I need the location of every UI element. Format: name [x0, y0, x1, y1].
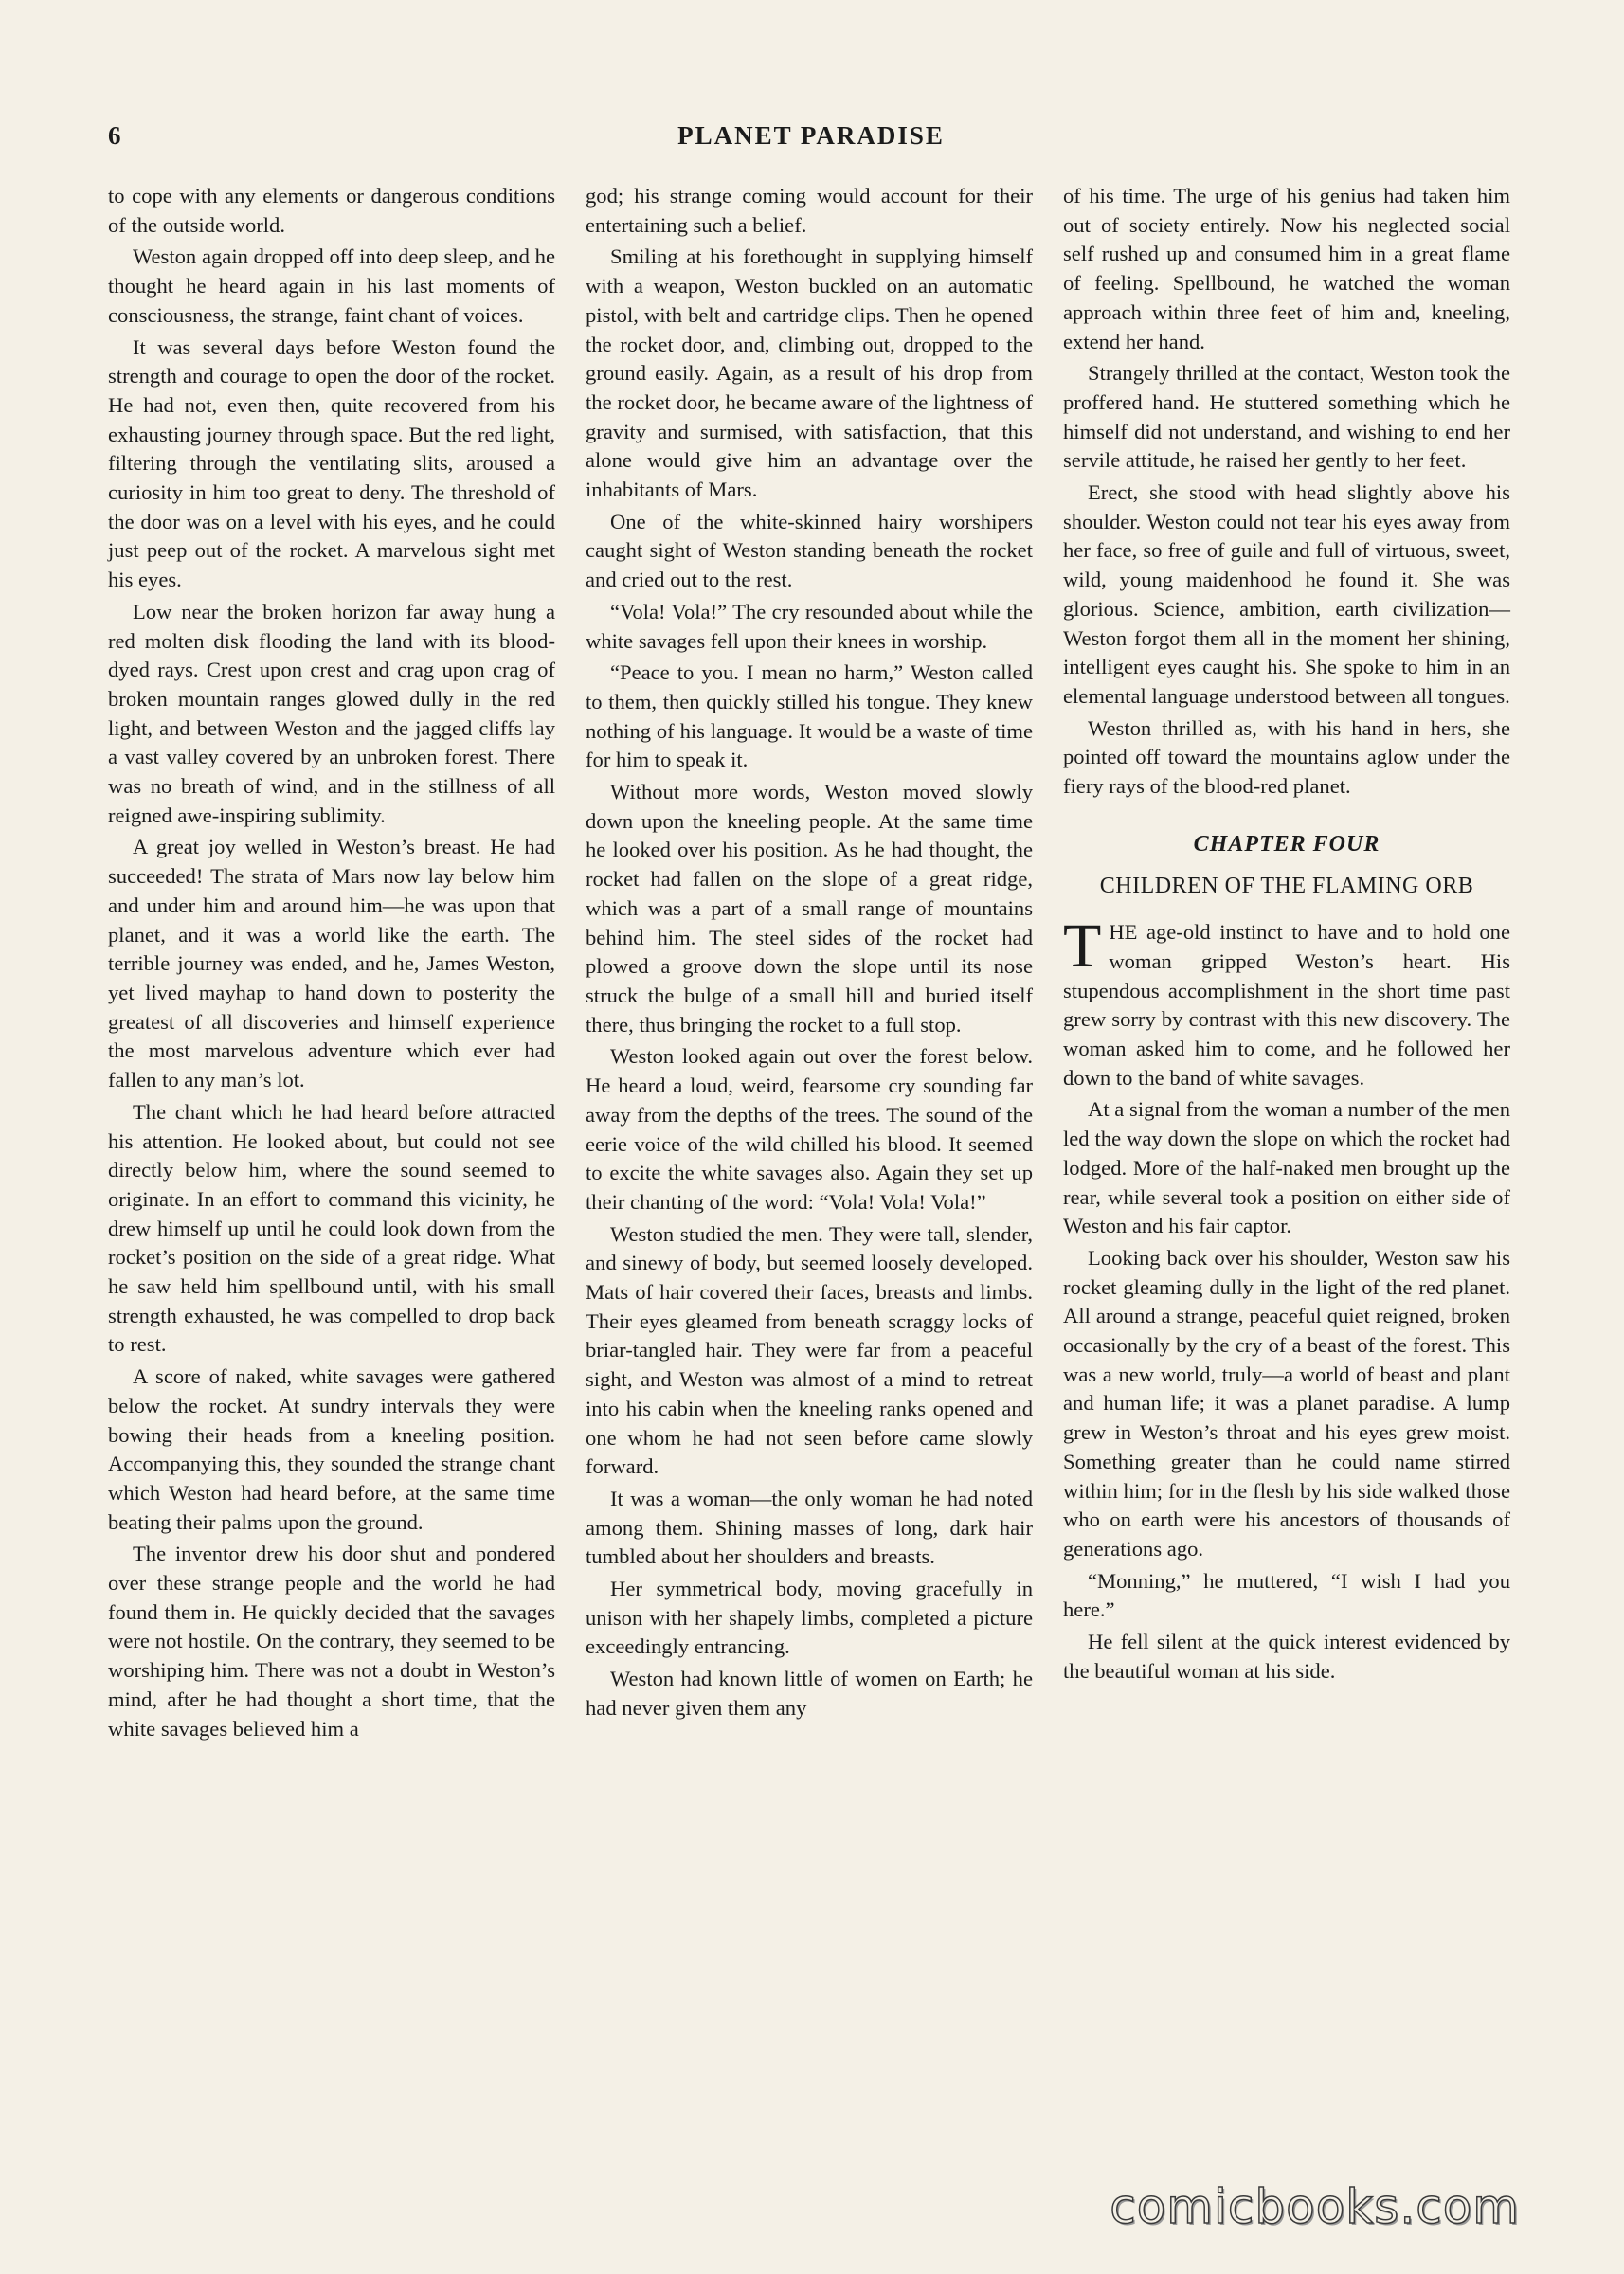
- paragraph: The chant which he had heard before attracted his attention. He looked about, but could not see directly below him, where the sound seemed to originate. In an effort to command this vicinity, he drew himself up until he could look down from the rocket’s position on the side of a great ridge. What he saw held him spellbound until, with his small strength exhausted, he was compelled to drop back to rest.: [108, 1099, 555, 1357]
- paragraph: He fell silent at the quick interest evidenced by the beautiful woman at his side.: [1063, 1630, 1510, 1683]
- paragraph: of his time. The urge of his genius had taken him out of society entirely. Now his neglected social self rushed up and consumed him in a great flame of feeling. Spellbound, he watched the woman approach within three feet of him and, kneeling, extend her hand.: [1063, 184, 1510, 353]
- running-title: PLANET PARADISE: [677, 121, 945, 150]
- page-number: 6: [108, 121, 122, 150]
- chapter-opening-paragraph: [1063, 911, 1510, 1092]
- opening-text: HE age-old instinct to have and to hold one woman gripped Weston’s heart. His stupendous accomplishment in the short time past grew sorry by contrast with this new discovery. The woman asked him to come, and he followed her down to the band of white savages.: [1063, 920, 1510, 1090]
- paragraph: A score of naked, white savages were gathered below the rocket. At sundry intervals they were bowing their heads from a kneeling position. Accompanying this, they sounded the strange chant which Weston had heard before, at the same time beating their palms upon the ground.: [108, 1364, 555, 1534]
- paragraph: Without more words, Weston moved slowly down upon the kneeling people. At the same time he looked over his position. As he had thought, the rocket had fallen on the slope of a great ridge, which was a part of a small range of mountains behind him. The steel sides of the rocket had plowed a groove down the slope until its nose struck the bulge of a small hill and buried itself there, thus bringing the rocket to a full stop.: [586, 780, 1033, 1037]
- paragraph: The inventor drew his door shut and pondered over these strange people and the world he had found them in. He quickly decided that the savages were not hostile. On the contrary, they seemed to be worshiping him. There was not a doubt in Weston’s mind, after he had thought a short time, that the white savages believed him a: [108, 1542, 555, 1741]
- paragraph: god; his strange coming would account for their entertaining such a belief.: [586, 184, 1033, 237]
- site-watermark: comicbooks.com: [1110, 2179, 1520, 2234]
- paragraph: At a signal from the woman a number of the men led the way down the slope on which the rocket had lodged. More of the half-naked men brought up the rear, while several took a position on either side of Weston and his fair captor.: [1063, 1097, 1510, 1238]
- paragraph: One of the white-skinned hairy worshipers caught sight of Weston standing beneath the rocket and cried out to the rest.: [586, 509, 1033, 592]
- drop-cap: T: [1063, 911, 1102, 982]
- text-columns: [108, 182, 1514, 2153]
- paragraph: “Vola! Vola!” The cry resounded about while the white savages fell upon their knees in worship.: [586, 599, 1033, 653]
- paragraph: to cope with any elements or dangerous conditions of the outside world.: [108, 184, 555, 237]
- paragraph: “Peace to you. I mean no harm,” Weston called to them, then quickly stilled his tongue. They knew nothing of his language. It would be a waste of time for him to speak it.: [586, 660, 1033, 772]
- column-3: [1063, 182, 1510, 2153]
- paragraph: Weston looked again out over the forest below. He heard a loud, weird, fearsome cry sounding far away from the depths of the trees. The sound of the eerie voice of the wild chilled his blood. It seemed to excite the white savages also. Again they set up their chanting of the word: “Vola! Vola! Vola!”: [586, 1044, 1033, 1214]
- paragraph: Looking back over his shoulder, Weston saw his rocket gleaming dully in the light of the red planet. All around a strange, peaceful quiet reigned, broken occasionally by the cry of a beast of the forest. This was a new world, truly—a world of beast and plant and human life; it was a planet paradise. A lump grew in Weston’s throat and his eyes grew moist. Something greater than he could name stirred within him; for in the flesh by his side walked those who on earth were his ancestors of thousands of generations ago.: [1063, 1245, 1510, 1561]
- page-header: [108, 121, 1514, 159]
- chapter-title: CHILDREN OF THE FLAMING ORB: [1099, 874, 1474, 899]
- column-1: [108, 182, 555, 2153]
- paragraph: A great joy welled in Weston’s breast. He had succeeded! The strata of Mars now lay below him and under him and around him—he was upon that planet, and it was a world like the earth. The terrible journey was ended, and he, James Weston, yet lived mayhap to hand down to posterity the greatest of all discoveries and himself experience the most marvelous adventure which ever had fallen to any man’s lot.: [108, 835, 555, 1092]
- paragraph: Weston thrilled as, with his hand in hers, she pointed off toward the mountains aglow under the fiery rays of the blood-red planet.: [1063, 715, 1510, 799]
- paragraph: Weston studied the men. They were tall, slender, and sinewy of body, but seemed loosely developed. Mats of hair covered their faces, breasts and limbs. Their eyes gleamed from beneath scraggy locks of briar-tangled hair. They were far from a peaceful sight, and Weston was almost of a mind to retreat into his cabin when the kneeling ranks opened and one whom he had not seen before came slowly forward.: [586, 1221, 1033, 1479]
- paragraph: “Monning,” he muttered, “I wish I had you here.”: [1063, 1568, 1510, 1622]
- paragraph: Erect, she stood with head slightly above his shoulder. Weston could not tear his eyes away from her face, so free of guile and full of virtuous, sweet, wild, young maidenhood he found it. She was glorious. Science, ambition, earth civilization—Weston forgot them all in the moment her shining, intelligent eyes caught his. She spoke to him in an elemental language understood between all tongues.: [1063, 480, 1510, 708]
- paragraph: It was several days before Weston found the strength and courage to open the door of the rocket. He had not, even then, quite recovered from his exhausting journey through space. But the red light, filtering through the ventilating slits, aroused a curiosity in him too great to deny. The threshold of the door was on a level with his eyes, and he could just peep out of the rocket. A marvelous sight met his eyes.: [108, 334, 555, 592]
- paragraph: Smiling at his forethought in supplying himself with a weapon, Weston buckled on an automatic pistol, with belt and cartridge clips. Then he opened the rocket door, and, climbing out, dropped to the ground easily. Again, as a result of his drop from the rocket door, he became aware of the lightness of gravity and surmised, with satisfaction, that this alone would give him an advantage over the inhabitants of Mars.: [586, 244, 1033, 502]
- paragraph: Her symmetrical body, moving gracefully in unison with her shapely limbs, completed a picture exceedingly entrancing.: [586, 1577, 1033, 1659]
- column-2: [586, 182, 1033, 2153]
- paragraph: Strangely thrilled at the contact, Weston took the proffered hand. He stuttered something which he himself did not understand, and wishing to end her servile attitude, he raised her gently to her feet.: [1063, 361, 1510, 473]
- paragraph: Low near the broken horizon far away hung a red molten disk flooding the land with its blood-dyed rays. Crest upon crest and crag upon crag of broken mountain ranges glowed dully in the red light, and between Weston and the jagged cliffs lay a vast valley covered by an unbroken forest. There was no breath of wind, and in the stillness of all reigned awe-inspiring sublimity.: [108, 599, 555, 827]
- paragraph: It was a woman—the only woman he had noted among them. Shining masses of long, dark hair tumbled about her shoulders and breasts.: [586, 1486, 1033, 1569]
- paragraph: Weston again dropped off into deep sleep, and he thought he heard again in his last moments of consciousness, the strange, faint chant of voices.: [108, 244, 555, 327]
- paragraph: Weston had known little of women on Earth; he had never given them any: [586, 1667, 1033, 1720]
- chapter-number: CHAPTER FOUR: [1193, 831, 1380, 857]
